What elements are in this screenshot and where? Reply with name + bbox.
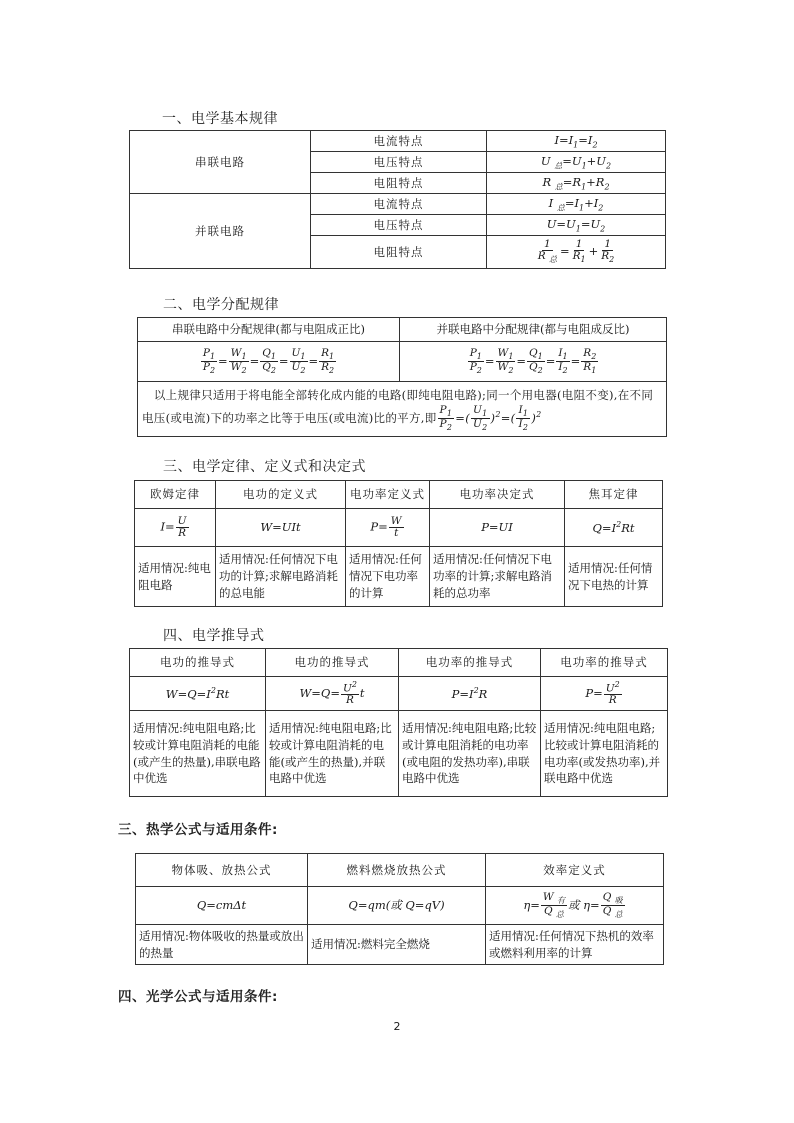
formula-power-ui: P=UI	[430, 509, 565, 547]
use-power-ui: 适用情况:任何情况下电功率的计算;求解电路消耗的总功率	[430, 547, 565, 607]
head-power-definition: 电功率定义式	[346, 481, 430, 509]
derived-formulas-table	[129, 648, 668, 797]
heat-section-title: 三、热学公式与适用条件:	[118, 822, 278, 838]
formula-derived-work-2: W=Q= $\frac{U^2}{R}$ t	[266, 677, 399, 711]
parallel-ratio-formula: $\frac{P_1}{P_2}$ = $\frac{W_1}{W_2}$ = $\frac{Q_1}{Q_2}$ = $\frac{I_1}{I_2}$ = $\frac{R_2}{R_1}$	[400, 342, 667, 382]
series-circuit-label: 串联电路	[130, 131, 311, 194]
page-number: 2	[393, 1020, 401, 1033]
head-fuel-combustion: 燃料燃烧放热公式	[308, 854, 486, 887]
use-joule: 适用情况:任何情况下电热的计算	[565, 547, 663, 607]
use-derived-work-1: 适用情况:纯电阻电路;比较或计算电阻消耗的电能(或产生的热量),串联电路中优选	[130, 711, 266, 797]
row-label: 电阻特点	[311, 236, 487, 269]
formula-joule: $Q=I^2Rt$	[565, 509, 663, 547]
distribution-table	[137, 317, 667, 437]
head-power-determination: 电功率决定式	[430, 481, 565, 509]
series-ratio-formula: $\frac{P_1}{P_2}$ = $\frac{W_1}{W_2}$ = $\frac{Q_1}{Q_2}$ = $\frac{U_1}{U_2}$ = $\frac{R_1}{R_2}$	[138, 342, 400, 382]
use-derived-work-2: 适用情况:纯电阻电路;比较或计算电阻消耗的电能(或产生的热量),并联电路中优选	[266, 711, 399, 797]
parallel-circuit-label: 并联电路	[130, 194, 311, 269]
formula-fuel: Q=qm(或 Q=qV)	[308, 887, 486, 925]
formula-series-current: $I=I_1=I_2$	[487, 131, 666, 152]
head-derived-power-2: 电功率的推导式	[541, 649, 668, 677]
formula-parallel-resistance: $\frac{1}{R _总}$ = $\frac{1}{R_1}$ + $\frac{1}{R_2}$	[487, 236, 666, 269]
use-heat-absorb: 适用情况:物体吸收的热量或放出的热量	[136, 925, 308, 965]
section-3-title: 三、电学定律、定义式和决定式	[163, 459, 366, 475]
use-derived-power-2: 适用情况:纯电阻电路;比较或计算电阻消耗的电功率(或发热功率),并联电路中优选	[541, 711, 668, 797]
formula-work: W=UIt	[216, 509, 346, 547]
use-work: 适用情况:任何情况下电功的计算;求解电路消耗的总电能	[216, 547, 346, 607]
formula-derived-work-1: $W=Q=I^2Rt$	[130, 677, 266, 711]
formula-parallel-current: I $_总=I_1+I_2$	[487, 194, 666, 215]
row-label: 电流特点	[311, 131, 487, 152]
row-label: 电流特点	[311, 194, 487, 215]
basic-laws-table	[129, 130, 666, 269]
formula-power-def: P= $\frac{W}{t}$	[346, 509, 430, 547]
formula-ohm: I= $\frac{U}{R}$	[135, 509, 216, 547]
section-1-title: 一、电学基本规律	[162, 111, 278, 127]
use-power-def: 适用情况:任何情况下电功率的计算	[346, 547, 430, 607]
section-2-title: 二、电学分配规律	[163, 297, 279, 313]
use-fuel: 适用情况:燃料完全燃烧	[308, 925, 486, 965]
head-work-definition: 电功的定义式	[216, 481, 346, 509]
formula-efficiency: η= $\frac{W _有}{Q _总}$ 或 η= $\frac{Q _吸}{Q _总}$	[486, 887, 664, 925]
section-4-title: 四、电学推导式	[163, 628, 265, 644]
use-derived-power-1: 适用情况:纯电阻电路;比较或计算电阻消耗的电功率(或电阻的发热功率),串联电路中优选	[399, 711, 541, 797]
use-efficiency: 适用情况:任何情况下热机的效率或燃料利用率的计算	[486, 925, 664, 965]
formula-heat-absorb: Q=cmΔt	[136, 887, 308, 925]
optics-section-title: 四、光学公式与适用条件:	[118, 989, 278, 1005]
series-distribution-head: 串联电路中分配规律(都与电阻成正比)	[138, 318, 400, 342]
head-joule-law: 焦耳定律	[565, 481, 663, 509]
row-label: 电阻特点	[311, 173, 487, 194]
head-heat-absorb: 物体吸、放热公式	[136, 854, 308, 887]
distribution-note: 以上规律只适用于将电能全部转化成内能的电路(即纯电阻电路);同一个用电器(电阻不变),在不同电压(或电流)下的功率之比等于电压(或电流)比的平方,即 $\frac{P_1}{P_2}$ =( $\frac{U_1}{U_2}$ )$^2$=( $\frac{I_1}{I_2}$ )$^2$	[138, 382, 667, 437]
formula-series-voltage: U $_总=U_1+U_2$	[487, 152, 666, 173]
laws-definitions-table	[134, 480, 663, 607]
parallel-distribution-head: 并联电路中分配规律(都与电阻成反比)	[400, 318, 667, 342]
head-derived-work-1: 电功的推导式	[130, 649, 266, 677]
head-ohm-law: 欧姆定律	[135, 481, 216, 509]
head-efficiency: 效率定义式	[486, 854, 664, 887]
head-derived-work-2: 电功的推导式	[266, 649, 399, 677]
formula-derived-power-2: P= $\frac{U^2}{R}$	[541, 677, 668, 711]
formula-parallel-voltage: $U=U_1=U_2$	[487, 215, 666, 236]
row-label: 电压特点	[311, 215, 487, 236]
row-label: 电压特点	[311, 152, 487, 173]
formula-series-resistance: R $_总=R_1+R_2$	[487, 173, 666, 194]
head-derived-power-1: 电功率的推导式	[399, 649, 541, 677]
use-ohm: 适用情况:纯电阻电路	[135, 547, 216, 607]
heat-formulas-table	[135, 853, 664, 965]
formula-derived-power-1: $P=I^2R$	[399, 677, 541, 711]
